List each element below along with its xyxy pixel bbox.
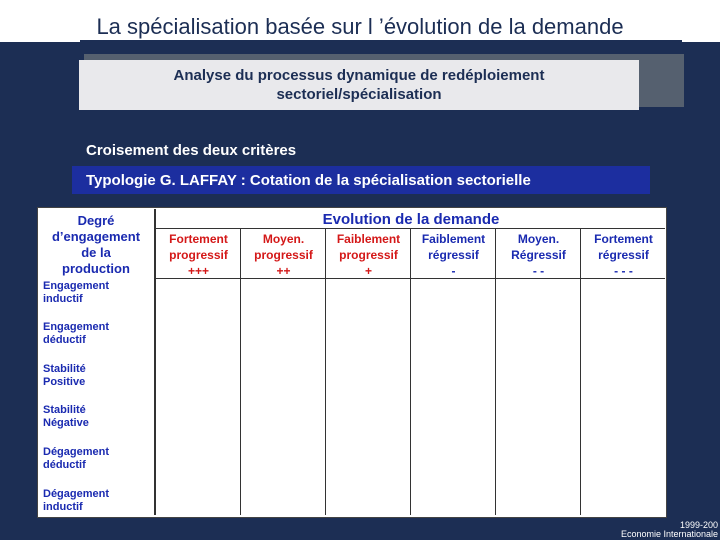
column-header-line: Fortement [169,232,228,246]
column-header-line: Fortement [594,232,653,246]
row-label-stabilite-negative [43,404,153,430]
column-header-sign: - [451,264,456,278]
column-header-sign: + [364,264,372,278]
group-header-divider [155,228,665,229]
column-group-header: Evolution de la demande [322,211,500,228]
footer-course: Economie Internationale [620,529,718,539]
slide-title: La spécialisation basée sur l ’évolution de la demande [96,14,624,39]
row-label-line: Dégagement [43,446,110,458]
column-header-weak-progressive [326,231,411,279]
row-header-line: de la [81,245,111,260]
column-header-line: Faiblement [336,232,401,246]
row-label-line: Dégagement [43,488,110,500]
typology-label: Typologie G. LAFFAY : Cotation de la spécialisation sectorielle [86,172,531,189]
column-header-line: Moyen. [262,232,305,246]
row-header-degree [40,213,152,277]
title-underline [80,40,682,42]
column-header-line: progressif [339,248,398,262]
title-bar [0,0,720,42]
column-header-strong-regressive [581,231,666,279]
subtitle-box [79,60,639,110]
column-header-line: régressif [598,248,649,262]
row-label-line: Stabilité [43,404,86,416]
subtitle-line-1: Analyse du processus dynamique de redéploiement [173,67,545,84]
column-header-line: régressif [428,248,479,262]
column-header-sign: - - [532,264,545,278]
row-label-line: Engagement [43,280,110,292]
row-label-line: Stabilité [43,363,86,375]
row-label-degagement-deductif [43,446,153,472]
column-header-weak-regressive [411,231,496,279]
column-header-medium-regressive [496,231,581,279]
row-header-line: d’engagement [51,229,141,244]
column-header-medium-progressive [241,231,326,279]
column-header-line: Faiblement [421,232,486,246]
column-header-strong-progressive [156,231,241,279]
typology-band [72,166,650,194]
column-header-sign: ++ [276,264,291,278]
row-header-line: Degré [77,213,115,228]
row-label-line: inductif [43,501,83,513]
row-label-line: Positive [43,376,86,388]
row-label-line: déductif [43,459,86,471]
column-header-line: Moyen. [517,232,560,246]
row-label-line: Engagement [43,321,110,333]
row-label-line: Négative [43,417,89,429]
column-header-line: progressif [254,248,313,262]
row-label-line: déductif [43,334,86,346]
column-header-sign: +++ [187,264,210,278]
footer-years: 1999-200 [679,520,718,530]
cross-criteria-label: Croisement des deux critères [86,142,297,159]
row-label-engagement-deductif [43,321,153,347]
row-label-stabilite-positive [43,363,153,389]
row-label-engagement-inductif [43,280,153,306]
column-header-line: progressif [169,248,228,262]
row-label-line: inductif [43,293,83,305]
column-header-sign: - - - [614,264,633,278]
subtitle-line-2: sectoriel/spécialisation [276,86,442,103]
column-header-line: Régressif [511,248,566,262]
row-header-line: production [62,261,130,276]
row-label-degagement-inductif [43,488,153,514]
